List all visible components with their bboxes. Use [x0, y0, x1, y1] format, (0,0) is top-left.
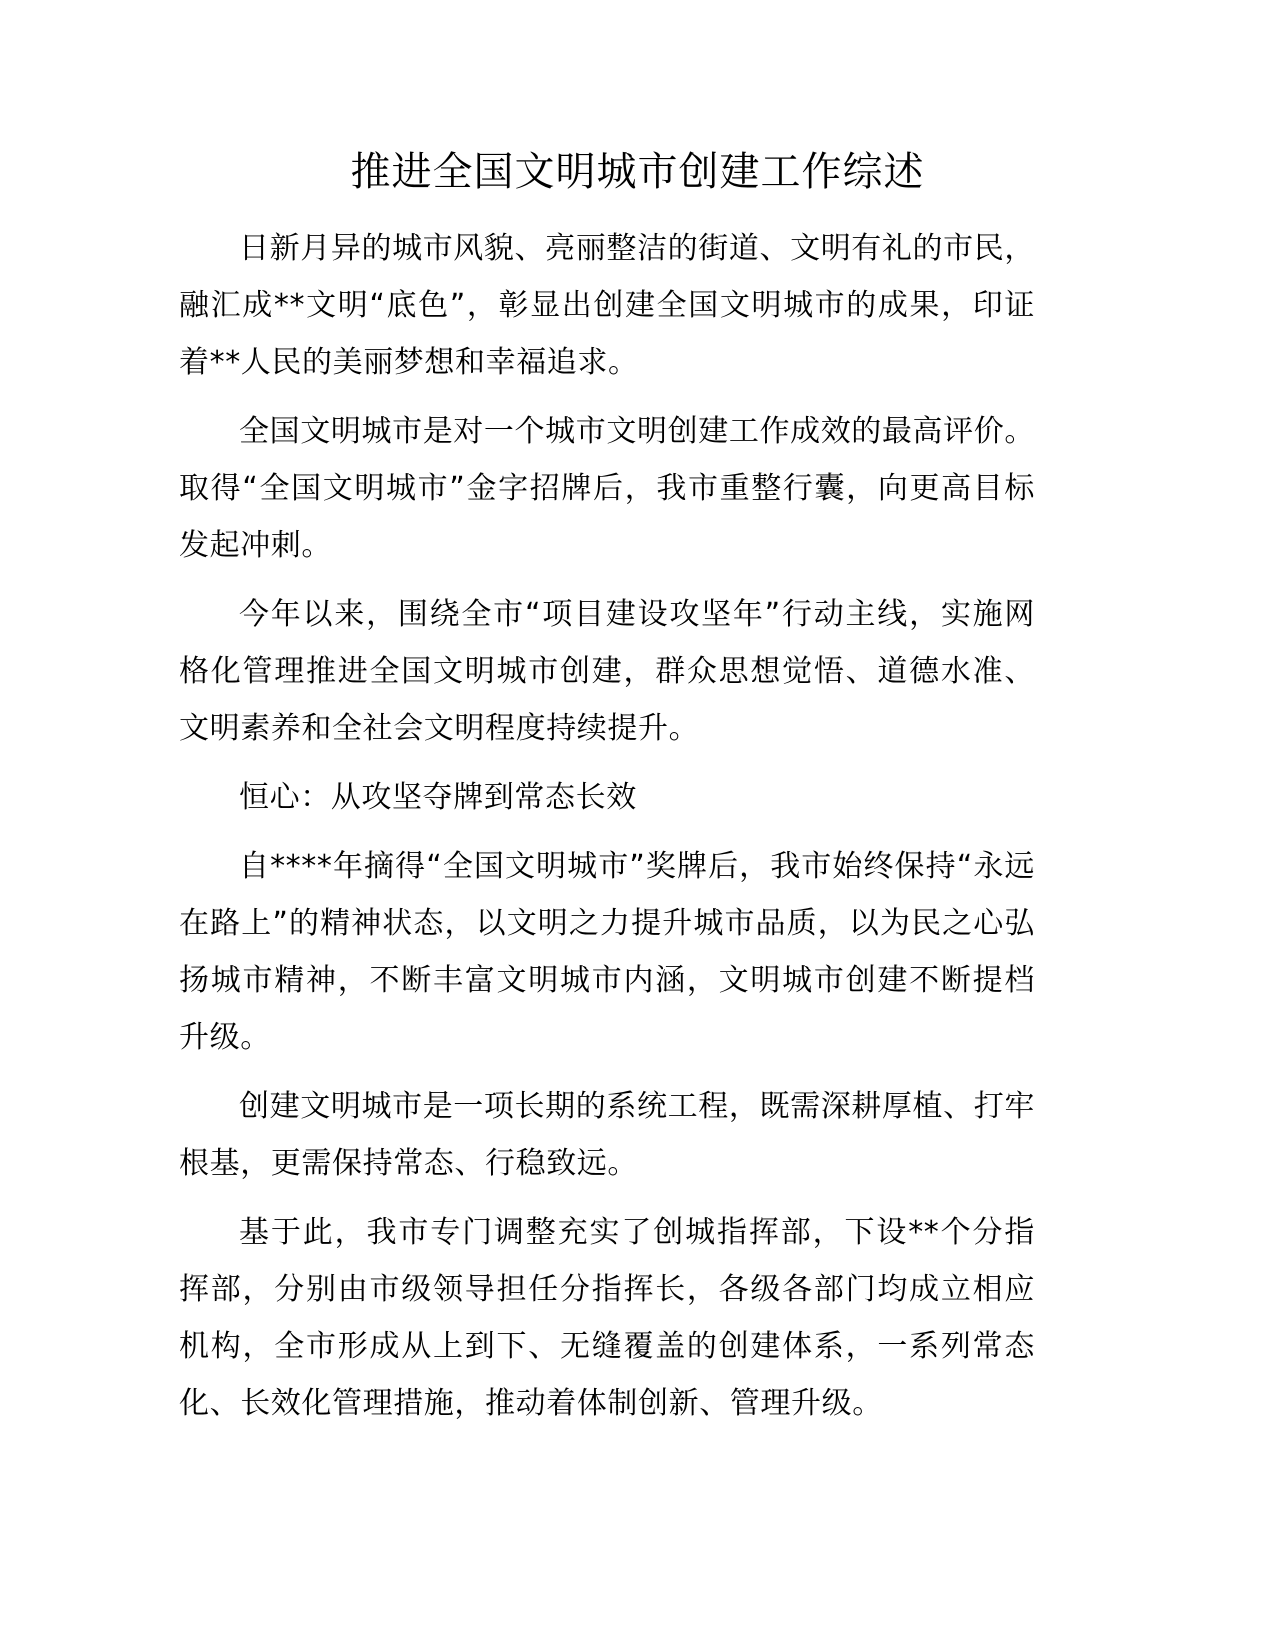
paragraph-intro: 日新月异的城市风貌、亮丽整洁的街道、文明有礼的市民，融汇成**文明“底色”，彰显出创建全国文明城市的成果，印证着**人民的美丽梦想和幸福追求。	[179, 231, 1035, 380]
paragraph-command-structure: 基于此，我市专门调整充实了创城指挥部，下设**个分指挥部，分别由市级领导担任分指挥长，各级各部门均成立相应机构，全市形成从上到下、无缝覆盖的创建体系，一系列常态化、长效化管理措施，推动着体制创新、管理升级。	[179, 1215, 1035, 1421]
paragraph-system-engineering: 创建文明城市是一项长期的系统工程，既需深耕厚植、打牢根基，更需保持常态、行稳致远。	[179, 1089, 1035, 1181]
paragraph-this-year: 今年以来，围绕全市“项目建设攻坚年”行动主线，实施网格化管理推进全国文明城市创建，群众思想觉悟、道德水准、文明素养和全社会文明程度持续提升。	[179, 597, 1035, 746]
section-heading: 恒心：从攻坚夺牌到常态长效	[239, 780, 637, 815]
paragraph-evaluation: 全国文明城市是对一个城市文明创建工作成效的最高评价。取得“全国文明城市”金字招牌后，我市重整行囊，向更高目标发起冲刺。	[179, 414, 1035, 563]
document-body	[179, 220, 1035, 1444]
paragraph-award: 自****年摘得“全国文明城市”奖牌后，我市始终保持“永远在路上”的精神状态，以文明之力提升城市品质，以为民之心弘扬城市精神，不断丰富文明城市内涵，文明城市创建不断提档升级。	[179, 849, 1035, 1055]
document-title: 推进全国文明城市创建工作综述	[350, 149, 925, 195]
